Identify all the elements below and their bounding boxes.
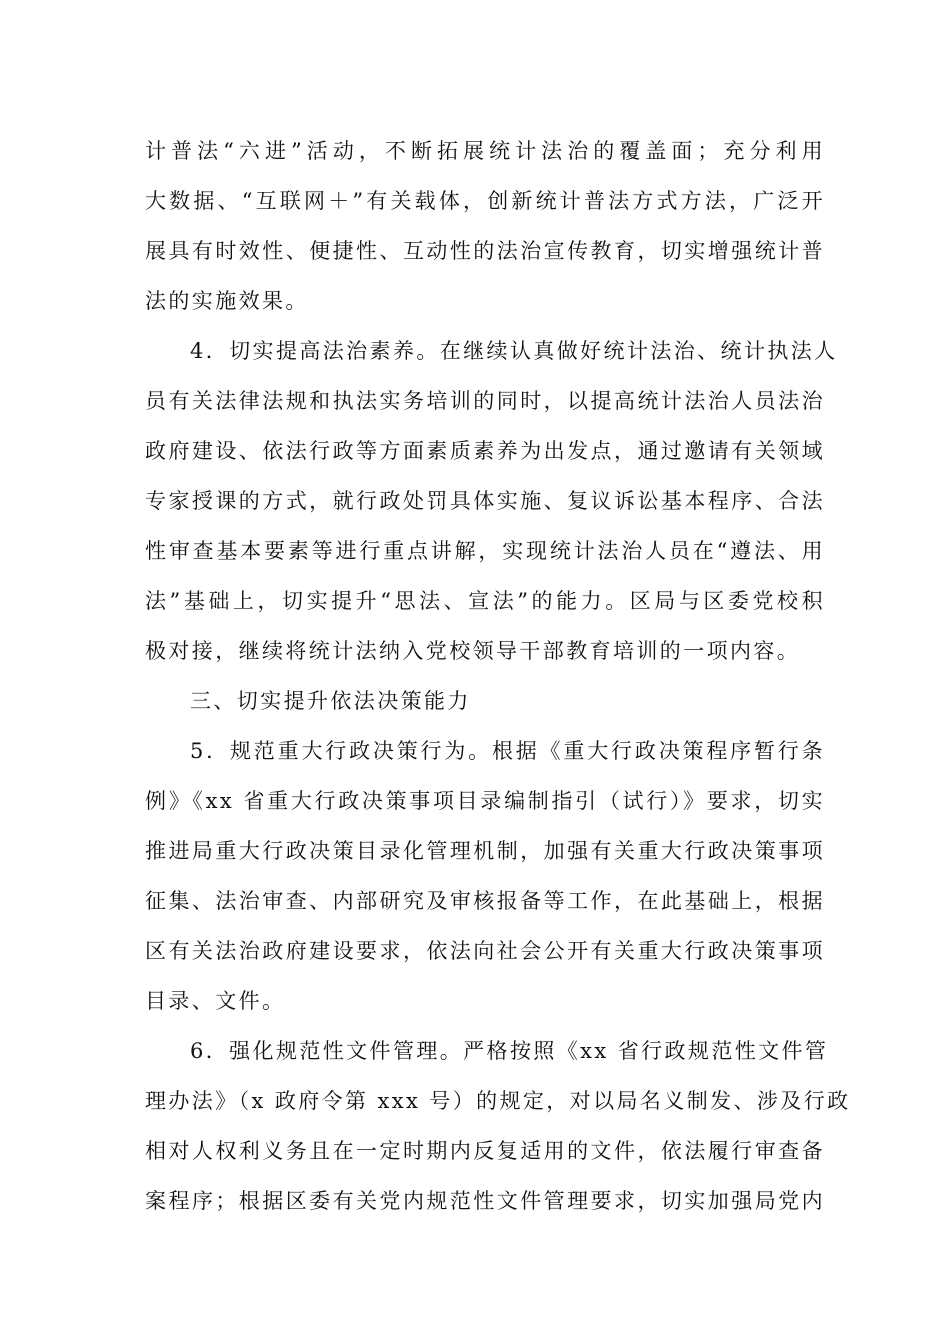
text-line: 相对人权利义务且在一定时期内反复适用的文件，依法履行审查备	[145, 1139, 825, 1163]
text-line: 性审查基本要素等进行重点讲解，实现统计法治人员在“遵法、用	[145, 539, 825, 563]
section-heading: 三、切实提升依法决策能力	[190, 689, 471, 713]
text-line: 计普法“六进”活动，不断拓展统计法治的覆盖面；充分利用	[145, 139, 825, 163]
text-line: 理办法》（x 政府令第 xxx 号）的规定，对以局名义制发、涉及行政	[145, 1089, 851, 1113]
text-line: 专家授课的方式，就行政处罚具体实施、复议诉讼基本程序、合法	[145, 489, 825, 513]
text-line: 4．切实提高法治素养。在继续认真做好统计法治、统计执法人	[190, 339, 838, 363]
text-line: 政府建设、依法行政等方面素质素养为出发点，通过邀请有关领域	[145, 439, 825, 463]
text-line: 极对接，继续将统计法纳入党校领导干部教育培训的一项内容。	[145, 639, 801, 663]
text-line: 6．强化规范性文件管理。严格按照《xx 省行政规范性文件管	[190, 1039, 829, 1063]
text-line: 法的实施效果。	[145, 289, 309, 313]
text-line: 推进局重大行政决策目录化管理机制，加强有关重大行政决策事项	[145, 839, 825, 863]
text-line: 案程序；根据区委有关党内规范性文件管理要求，切实加强局党内	[145, 1189, 825, 1213]
text-line: 征集、法治审查、内部研究及审核报备等工作，在此基础上，根据	[145, 889, 825, 913]
text-line: 法”基础上，切实提升“思法、宣法”的能力。区局与区委党校积	[145, 589, 825, 613]
text-line: 5．规范重大行政决策行为。根据《重大行政决策程序暂行条	[190, 739, 825, 763]
text-line: 目录、文件。	[145, 989, 286, 1013]
text-line: 员有关法律法规和执法实务培训的同时，以提高统计法治人员法治	[145, 389, 825, 413]
text-line: 大数据、“互联网＋”有关载体，创新统计普法方式方法，广泛开	[145, 189, 825, 213]
text-line: 区有关法治政府建设要求，依法向社会公开有关重大行政决策事项	[145, 939, 825, 963]
text-line: 例》《xx 省重大行政决策事项目录编制指引（试行）》要求，切实	[145, 789, 825, 813]
text-line: 展具有时效性、便捷性、互动性的法治宣传教育，切实增强统计普	[145, 239, 825, 263]
